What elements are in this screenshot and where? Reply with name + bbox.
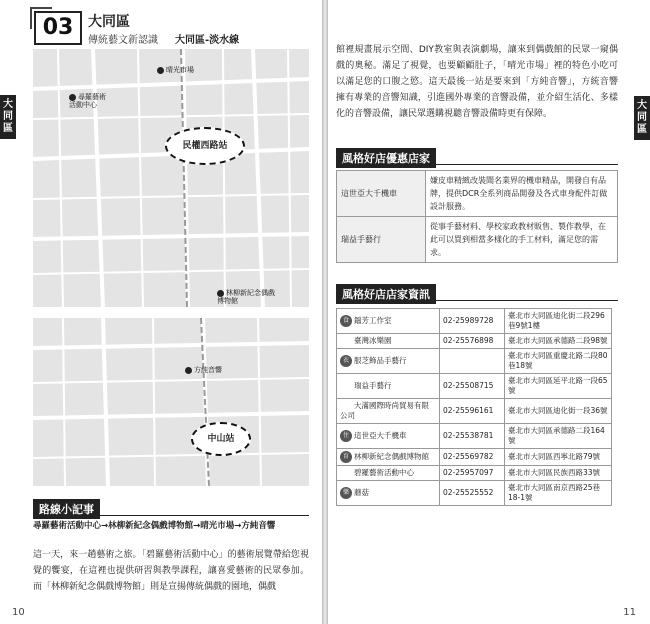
shop-name-cell <box>337 374 440 399</box>
shop-name: 臺灣冰樂園 <box>354 336 392 345</box>
street-grid-map-1 <box>33 49 309 307</box>
poi-fang-chun <box>185 366 222 374</box>
shop-address: 臺北市大同區重慶北路二段80巷18號 <box>505 349 612 374</box>
shop-name: 林柳新紀念偶戲博物館 <box>354 452 429 461</box>
info-title: 風格好店店家資訊 <box>336 284 436 304</box>
poi-marker-icon <box>217 290 224 297</box>
category-icon: 樂 <box>340 487 352 499</box>
shop-address: 臺北市大同區迪化街一段36號 <box>505 399 612 424</box>
shop-phone: 02-25989728 <box>440 309 505 334</box>
shop-name: 服芝飾品手藝行 <box>354 356 407 365</box>
poi-label: 尋羅藝術 活動中心 <box>69 93 106 109</box>
shop-name: 大滿國際時尚貿易有限公司 <box>340 401 429 420</box>
intro-paragraph: 這一天，來一趟藝術之旅。「碧羅藝術活動中心」的藝術展覽帶給您視覺的饗宴，在這裡也提供研習與教學課程，讓喜愛藝術的民眾參加。而「林柳新紀念偶戲博物館」則是宣揚傳統偶戲的園地，偶戲 <box>33 550 309 592</box>
right-page <box>328 0 650 624</box>
shop-name: 鐺芳工作室 <box>354 316 392 325</box>
shop-info-table <box>336 308 612 506</box>
shop-row <box>337 449 612 466</box>
poi-marker-icon <box>157 67 164 74</box>
shop-name-cell <box>337 449 440 466</box>
district-title: 大同區 <box>88 14 130 30</box>
shop-name: 蘑菇 <box>354 488 369 497</box>
shop-name: 碧羅藝術活動中心 <box>354 468 414 477</box>
featured-row <box>337 217 618 263</box>
page-number-right: 11 <box>623 607 636 618</box>
featured-shop-name: 瑞益手藝行 <box>337 217 426 263</box>
shop-row <box>337 349 612 374</box>
poi-yizhan <box>69 93 129 109</box>
shop-phone: 02-25576898 <box>440 334 505 349</box>
featured-title: 風格好店優惠店家 <box>336 148 436 168</box>
shop-address: 臺北市大同區民族西路33號 <box>505 466 612 481</box>
route-name: 大同區-淡水線 <box>175 35 240 46</box>
divider <box>336 164 618 165</box>
left-page <box>0 0 322 624</box>
divider <box>33 515 309 516</box>
shop-address: 臺北市大同區延平北路一段65號 <box>505 374 612 399</box>
featured-shop-desc: 從事手藝材料、學校家政教材販售、製作教學，在此可以買到相當多樣化的手工材料，滿足您的需求。 <box>426 217 618 263</box>
category-icon: 衣 <box>340 355 352 367</box>
shop-row <box>337 309 612 334</box>
map-minquan <box>33 49 309 307</box>
shop-address: 臺北市大同區承德路二段164號 <box>505 424 612 449</box>
poi-marker-icon <box>185 367 192 374</box>
featured-shop-name: 這世亞大千機車 <box>337 171 426 217</box>
shop-row <box>337 424 612 449</box>
shop-phone: 02-25508715 <box>440 374 505 399</box>
shop-address: 臺北市大同區承德路二段98號 <box>505 334 612 349</box>
shop-name-cell <box>337 334 440 349</box>
side-tab-right: 大同區 <box>634 96 650 140</box>
shop-address: 臺北市大同區南京西路25巷18-1號 <box>505 481 612 506</box>
category-icon: 住 <box>340 430 352 442</box>
shop-row <box>337 334 612 349</box>
shop-name-cell <box>337 424 440 449</box>
shop-name-cell <box>337 399 440 424</box>
shop-row <box>337 399 612 424</box>
shop-row <box>337 481 612 506</box>
category-icon: 育 <box>340 451 352 463</box>
mini-notes-title: 路線小記事 <box>33 499 100 519</box>
shop-phone: 02-25957097 <box>440 466 505 481</box>
continued-paragraph: 館裡規畫展示空間、DIY教室與表演劇場，讓來到偶戲館的民眾一窺偶戲的奧秘。滿足了視覺，也要顧顧肚子，「晴光市場」裡的特色小吃可以滿足您的口腹之慾。這天最後一站是要來到「方純音響」，方統音響擁有專業的音響知識，引進國外專業的音響設備，並介紹生活化、多樣化的音響設備，讓民眾選購視聽音響設備時更有保障。 <box>336 45 618 119</box>
poi-qingguang <box>157 66 194 74</box>
mini-route-text: 尋羅藝術活動中心→林柳新紀念偶戲博物館→晴光市場→方純音響 <box>33 521 276 531</box>
featured-shops-table <box>336 170 618 263</box>
station-zhongshan: 中山站 <box>191 422 251 456</box>
poi-label: 方純音響 <box>194 366 222 374</box>
featured-shop-desc: 嫌皮車精緻改裝聞名業界的機車精品，開發自有品牌，提供DCR全系列商品開發及各式車身配件訂做設計服務。 <box>426 171 618 217</box>
poi-lin-liu <box>217 289 307 305</box>
shop-name-cell <box>337 481 440 506</box>
shop-phone: 02-25525552 <box>440 481 505 506</box>
shop-row <box>337 466 612 481</box>
shop-phone: 02-25569782 <box>440 449 505 466</box>
poi-marker-icon <box>69 94 76 101</box>
shop-address: 臺北市大同區西寧北路79號 <box>505 449 612 466</box>
shop-name-cell <box>337 349 440 374</box>
street-grid-map-2 <box>33 318 309 486</box>
shop-row <box>337 374 612 399</box>
map-zhongshan <box>33 318 309 486</box>
section-subtitle: 傳統藝文新認識 <box>88 35 158 46</box>
poi-label: 晴光市場 <box>166 66 194 74</box>
featured-row <box>337 171 618 217</box>
shop-phone: 02-25596161 <box>440 399 505 424</box>
side-tab-left: 大同區 <box>0 95 16 139</box>
shop-name: 瑞益手藝行 <box>354 381 392 390</box>
shop-phone <box>440 349 505 374</box>
shop-address: 臺北市大同區迪化街二段296巷9號1樓 <box>505 309 612 334</box>
poi-label: 林柳新紀念偶戲 博物館 <box>217 289 275 305</box>
station-minquan: 民權西路站 <box>165 127 245 165</box>
section-number: 03 <box>34 11 82 45</box>
page-number-left: 10 <box>12 607 25 618</box>
category-icon: 食 <box>340 315 352 327</box>
shop-name-cell <box>337 466 440 481</box>
shop-phone: 02-25538781 <box>440 424 505 449</box>
divider <box>336 300 618 301</box>
shop-name-cell <box>337 309 440 334</box>
shop-name: 這世亞大千機車 <box>354 431 407 440</box>
